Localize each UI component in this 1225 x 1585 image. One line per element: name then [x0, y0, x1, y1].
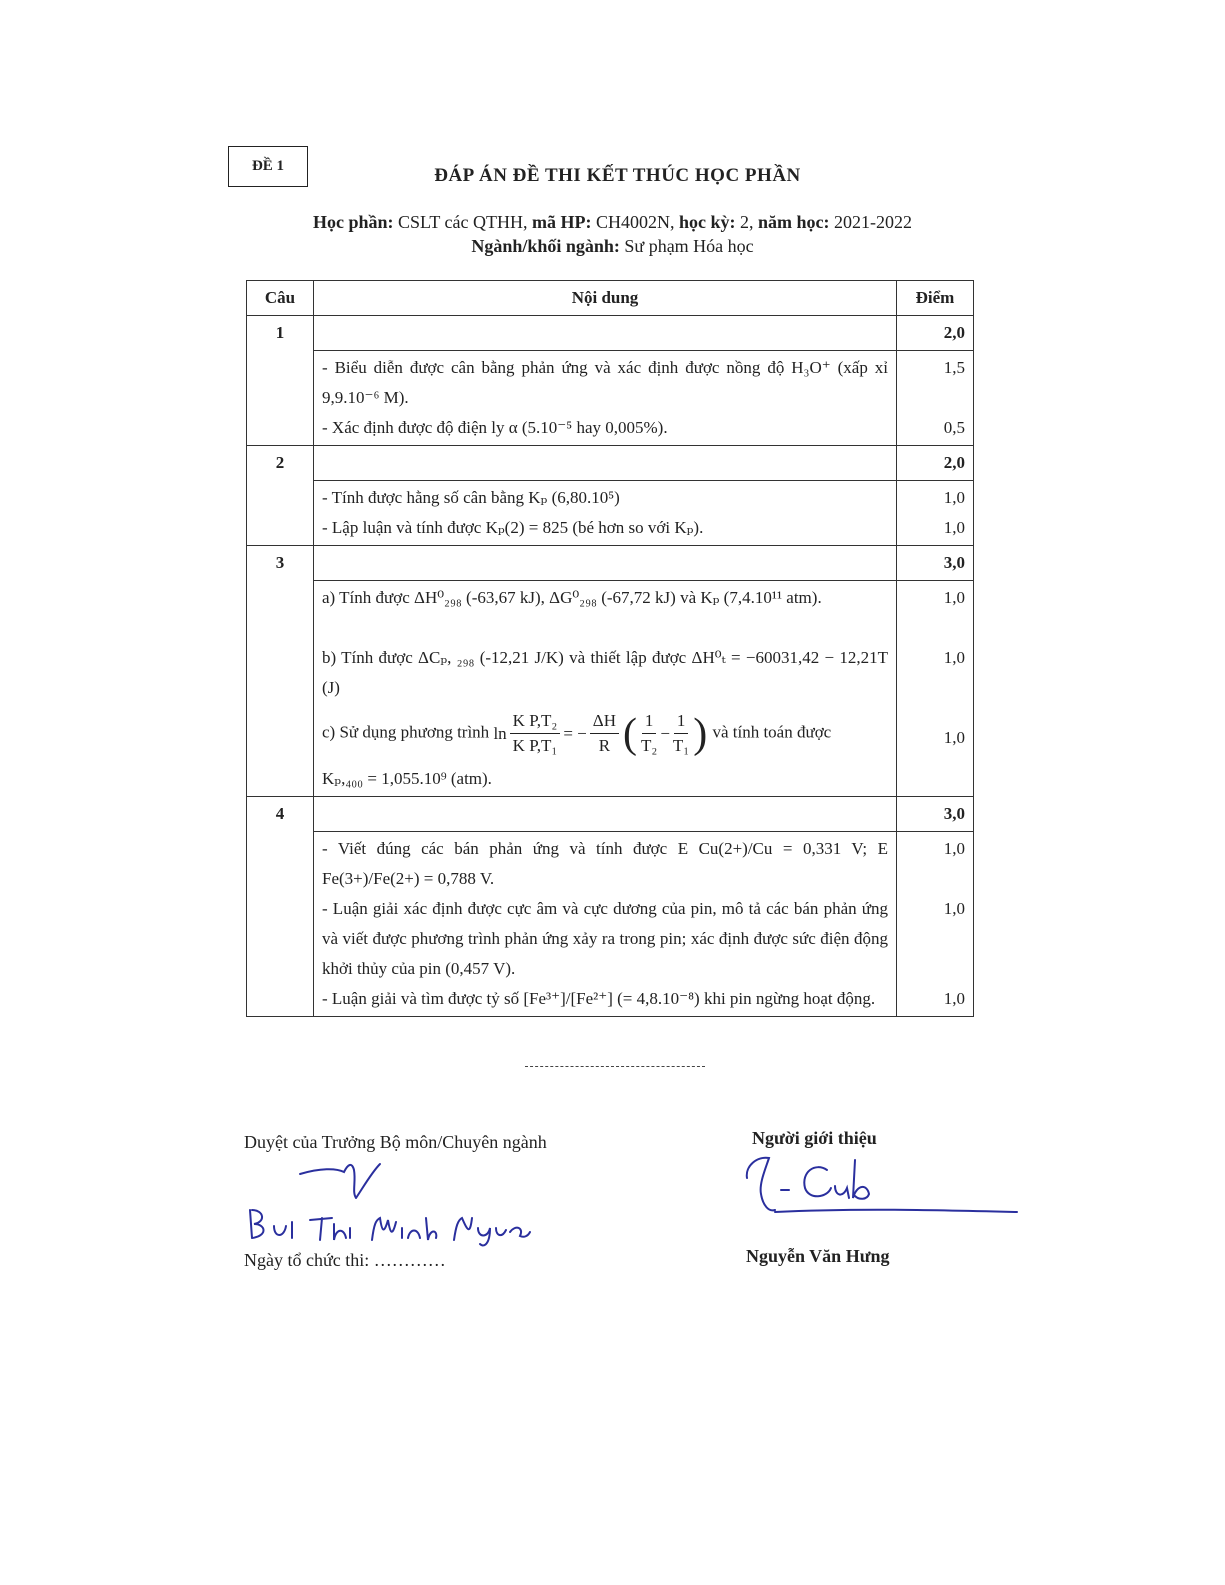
c-result: Kₚ,₄₀₀ = 1,055.10⁹ (atm). [322, 769, 492, 788]
major-value: Sư phạm Hóa học [624, 236, 754, 256]
exam-date-label: Ngày tổ chức thi: ………… [244, 1250, 446, 1270]
question-content [314, 481, 897, 546]
item-points [897, 581, 974, 797]
table-row [247, 446, 974, 481]
fraction-k-ratio [510, 709, 561, 758]
ln-symbol: ln [493, 723, 507, 743]
header-points: Điểm [897, 281, 974, 316]
item-point: 1,0 [943, 728, 965, 747]
question-number: 1 [247, 316, 314, 446]
presenter-label: Người giới thiệu [752, 1128, 877, 1148]
numerator: 1 [674, 709, 689, 734]
c-prefix: c) Sử dụng phương trình [322, 722, 490, 742]
left-paren: ( [623, 710, 637, 757]
year-value: 2021-2022 [834, 212, 913, 232]
code-label: mã HP: [532, 212, 592, 232]
answer-item-c [322, 703, 888, 794]
denominator: T₁ [672, 736, 690, 755]
course-info-line [0, 212, 1225, 233]
question-spacer [314, 797, 897, 832]
table-row [247, 797, 974, 832]
header-content: Nội dung [314, 281, 897, 316]
numerator: K P,T₂ [510, 709, 561, 734]
fraction-dh-r [590, 709, 619, 758]
item-point: 1,0 [943, 518, 965, 537]
question-total-points: 3,0 [897, 797, 974, 832]
numerator: 1 [642, 709, 657, 734]
question-total-points: 2,0 [897, 446, 974, 481]
answer-item: - Tính được hằng số cân bằng Kₚ (6,80.10⁵) [322, 488, 620, 507]
exam-code-box: ĐỀ 1 [228, 146, 308, 187]
table-row [247, 481, 974, 546]
fraction-inv-t2 [641, 709, 657, 758]
presenter-signature [735, 1148, 1025, 1228]
course-label: Học phần: [312, 212, 394, 232]
question-spacer [314, 446, 897, 481]
presenter-name: Nguyễn Văn Hưng [746, 1246, 890, 1266]
approver-signature [240, 1158, 540, 1248]
question-number: 3 [247, 546, 314, 797]
table-row [247, 581, 974, 797]
denominator: R [598, 736, 611, 755]
answer-item: - Luận giải xác định được cực âm và cực dương của pin, mô tả các bán phản ứng và viết được phương trình phản ứng xảy ra trong pin; xác định được sức điện động khởi thủy của pin (0,457 V). [322, 899, 888, 978]
numerator: ΔH [590, 709, 619, 734]
semester-label: học kỳ: [679, 212, 736, 232]
right-paren: ) [693, 710, 708, 757]
answer-item-a: a) Tính được ΔH⁰₂₉₈ (-63,67 kJ), ΔG⁰₂₉₈ (-67,72 kJ) và Kₚ (7,4.10¹¹ atm). [322, 588, 822, 607]
denominator: K P,T₁ [512, 736, 558, 755]
answer-item: - Biểu diễn được cân bằng phản ứng và xác định được nồng độ H₃O⁺ (xấp xỉ 9,9.10⁻⁶ M). [322, 358, 888, 407]
answer-item: - Luận giải và tìm được tỷ số [Fe³⁺]/[Fe²⁺] (= 4,8.10⁻⁸) khi pin ngừng hoạt động. [322, 989, 876, 1008]
minus-sign: − [660, 723, 670, 743]
document-title: ĐÁP ÁN ĐỀ THI KẾT THÚC HỌC PHẦN [434, 165, 801, 186]
answer-item-b: b) Tính được ΔCₚ, ₂₉₈ (-12,21 J/K) và thiết lập được ΔH⁰ₜ = −60031,42 − 12,21T (J) [322, 648, 888, 697]
question-total-points: 2,0 [897, 316, 974, 351]
item-point: 1,0 [943, 899, 965, 918]
fraction-inv-t1 [673, 709, 689, 758]
item-point: 1,0 [943, 839, 965, 858]
answer-item: - Xác định được độ điện ly α (5.10⁻⁵ hay 0,005%). [322, 418, 668, 437]
semester-value: 2, [740, 212, 754, 232]
item-point: 1,0 [943, 989, 965, 1008]
question-total-points: 3,0 [897, 546, 974, 581]
item-point: 0,5 [943, 418, 965, 437]
denominator: T₂ [641, 736, 658, 755]
c-suffix: và tính toán được [712, 722, 832, 742]
answer-table [246, 280, 974, 1017]
table-header-row [247, 281, 974, 316]
question-number: 4 [247, 797, 314, 1017]
question-spacer [314, 316, 897, 351]
vant-hoff-equation [493, 709, 708, 758]
answer-item: - Viết đúng các bán phản ứng và tính được E Cu(2+)/Cu = 0,331 V; E Fe(3+)/Fe(2+) = 0,788 V. [322, 839, 888, 888]
question-content [314, 581, 897, 797]
item-point: 1,0 [943, 588, 965, 607]
approver-handwritten-name: Bùi Thị Minh Nguyệt [240, 1158, 249, 1159]
table-row [247, 546, 974, 581]
question-spacer [314, 546, 897, 581]
code-value: CH4002N, [595, 212, 675, 232]
question-number: 2 [247, 446, 314, 546]
item-point: 1,0 [943, 648, 965, 667]
question-content [314, 351, 897, 446]
question-content [314, 832, 897, 1017]
item-points [897, 351, 974, 446]
year-label: năm học: [758, 212, 830, 232]
table-row [247, 832, 974, 1017]
approver-label: Duyệt của Trưởng Bộ môn/Chuyên ngành [244, 1132, 547, 1152]
answer-item: - Lập luận và tính được Kₚ(2) = 825 (bé hơn so với Kₚ). [322, 518, 704, 537]
course-value: CSLT các QTHH, [398, 212, 528, 232]
end-divider [525, 1066, 705, 1067]
table-row [247, 351, 974, 446]
table-row [247, 316, 974, 351]
major-label: Ngành/khối ngành: [471, 236, 620, 256]
item-point: 1,5 [943, 358, 965, 377]
item-points [897, 481, 974, 546]
header-question: Câu [247, 281, 314, 316]
equals-minus: = − [563, 723, 587, 743]
major-info-line [0, 236, 1225, 257]
item-point: 1,0 [943, 488, 965, 507]
item-points [897, 832, 974, 1017]
